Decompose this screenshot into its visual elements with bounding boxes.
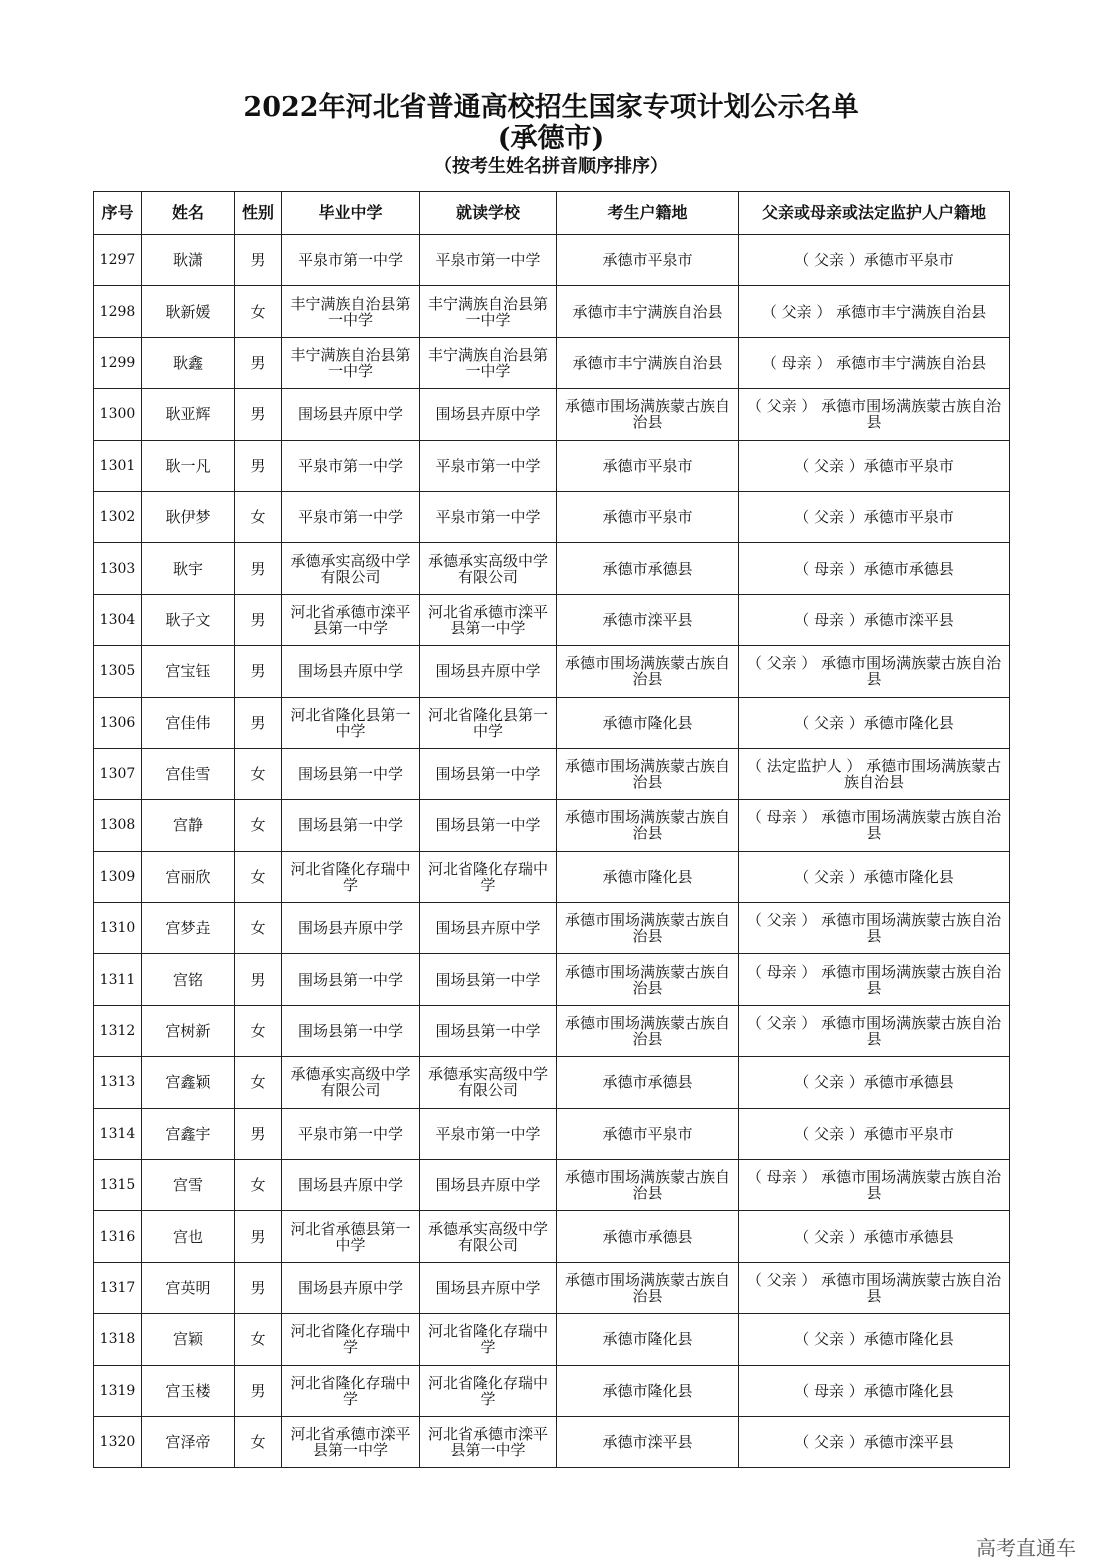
column-header-household: 考生户籍地 bbox=[557, 192, 739, 235]
name-cell: 宫颖 bbox=[142, 1314, 235, 1365]
guardian-household-cell: （ 父亲 ）承德市隆化县 bbox=[739, 851, 1010, 902]
gender-cell: 男 bbox=[235, 954, 282, 1005]
current-school-cell: 平泉市第一中学 bbox=[420, 440, 557, 491]
table-row bbox=[94, 1005, 1010, 1056]
column-header-guardian-household: 父亲或母亲或法定监护人户籍地 bbox=[739, 192, 1010, 235]
current-school-cell: 河北省隆化存瑞中学 bbox=[420, 1365, 557, 1416]
gender-cell: 男 bbox=[235, 1262, 282, 1313]
roster-table bbox=[93, 191, 1010, 1468]
seq-cell: 1306 bbox=[94, 697, 142, 748]
grad-school-cell: 围场县卉原中学 bbox=[282, 1160, 420, 1211]
seq-cell: 1307 bbox=[94, 748, 142, 799]
gender-cell: 女 bbox=[235, 1416, 282, 1467]
grad-school-cell: 河北省承德县第一中学 bbox=[282, 1211, 420, 1262]
table-row bbox=[94, 748, 1010, 799]
household-cell: 承德市围场满族蒙古族自治县 bbox=[557, 748, 739, 799]
seq-cell: 1301 bbox=[94, 440, 142, 491]
seq-cell: 1304 bbox=[94, 594, 142, 645]
grad-school-cell: 河北省隆化存瑞中学 bbox=[282, 1314, 420, 1365]
name-cell: 耿宇 bbox=[142, 543, 235, 594]
table-row bbox=[94, 337, 1010, 388]
household-cell: 承德市平泉市 bbox=[557, 491, 739, 542]
guardian-household-cell: （ 父亲 ）承德市隆化县 bbox=[739, 1314, 1010, 1365]
page-title: 2022年河北省普通高校招生国家专项计划公示名单 bbox=[243, 92, 859, 123]
guardian-household-cell: （ 父亲 ）承德市平泉市 bbox=[739, 491, 1010, 542]
grad-school-cell: 围场县第一中学 bbox=[282, 1005, 420, 1056]
name-cell: 宫英明 bbox=[142, 1262, 235, 1313]
seq-cell: 1312 bbox=[94, 1005, 142, 1056]
gender-cell: 女 bbox=[235, 851, 282, 902]
grad-school-cell: 丰宁满族自治县第一中学 bbox=[282, 286, 420, 337]
seq-cell: 1308 bbox=[94, 800, 142, 851]
table-row bbox=[94, 1365, 1010, 1416]
current-school-cell: 承德承实高级中学有限公司 bbox=[420, 1211, 557, 1262]
table-row bbox=[94, 697, 1010, 748]
household-cell: 承德市平泉市 bbox=[557, 1108, 739, 1159]
gender-cell: 女 bbox=[235, 286, 282, 337]
page-subtitle: (承德市) bbox=[497, 123, 605, 154]
current-school-cell: 围场县第一中学 bbox=[420, 1005, 557, 1056]
table-row bbox=[94, 1314, 1010, 1365]
column-header-seq: 序号 bbox=[94, 192, 142, 235]
name-cell: 宫静 bbox=[142, 800, 235, 851]
name-cell: 耿子文 bbox=[142, 594, 235, 645]
name-cell: 宫雪 bbox=[142, 1160, 235, 1211]
current-school-cell: 河北省隆化存瑞中学 bbox=[420, 1314, 557, 1365]
grad-school-cell: 河北省隆化县第一中学 bbox=[282, 697, 420, 748]
table-body bbox=[94, 235, 1010, 1468]
current-school-cell: 承德承实高级中学有限公司 bbox=[420, 1057, 557, 1108]
current-school-cell: 平泉市第一中学 bbox=[420, 235, 557, 286]
guardian-household-cell: （ 父亲 ）承德市滦平县 bbox=[739, 1416, 1010, 1467]
grad-school-cell: 平泉市第一中学 bbox=[282, 1108, 420, 1159]
guardian-household-cell: （ 母亲 ） 承德市围场满族蒙古族自治县 bbox=[739, 954, 1010, 1005]
table-header-row bbox=[94, 192, 1010, 235]
gender-cell: 男 bbox=[235, 389, 282, 440]
gender-cell: 女 bbox=[235, 903, 282, 954]
household-cell: 承德市承德县 bbox=[557, 1057, 739, 1108]
grad-school-cell: 丰宁满族自治县第一中学 bbox=[282, 337, 420, 388]
grad-school-cell: 承德承实高级中学有限公司 bbox=[282, 1057, 420, 1108]
name-cell: 耿一凡 bbox=[142, 440, 235, 491]
gender-cell: 男 bbox=[235, 1108, 282, 1159]
seq-cell: 1310 bbox=[94, 903, 142, 954]
guardian-household-cell: （ 父亲 ） 承德市围场满族蒙古族自治县 bbox=[739, 1005, 1010, 1056]
current-school-cell: 承德承实高级中学有限公司 bbox=[420, 543, 557, 594]
guardian-household-cell: （ 母亲 ）承德市滦平县 bbox=[739, 594, 1010, 645]
name-cell: 宫梦垚 bbox=[142, 903, 235, 954]
current-school-cell: 围场县第一中学 bbox=[420, 800, 557, 851]
name-cell: 宫鑫宇 bbox=[142, 1108, 235, 1159]
seq-cell: 1309 bbox=[94, 851, 142, 902]
guardian-household-cell: （ 父亲 ）承德市平泉市 bbox=[739, 440, 1010, 491]
gender-cell: 男 bbox=[235, 337, 282, 388]
guardian-household-cell: （ 父亲 ） 承德市围场满族蒙古族自治县 bbox=[739, 1262, 1010, 1313]
table-row bbox=[94, 1211, 1010, 1262]
name-cell: 宫铭 bbox=[142, 954, 235, 1005]
seq-cell: 1300 bbox=[94, 389, 142, 440]
household-cell: 承德市围场满族蒙古族自治县 bbox=[557, 903, 739, 954]
table-row bbox=[94, 1262, 1010, 1313]
grad-school-cell: 围场县第一中学 bbox=[282, 800, 420, 851]
name-cell: 宫佳雪 bbox=[142, 748, 235, 799]
guardian-household-cell: （ 父亲 ） 承德市围场满族蒙古族自治县 bbox=[739, 389, 1010, 440]
gender-cell: 男 bbox=[235, 440, 282, 491]
current-school-cell: 围场县卉原中学 bbox=[420, 389, 557, 440]
table-row bbox=[94, 1416, 1010, 1467]
household-cell: 承德市围场满族蒙古族自治县 bbox=[557, 389, 739, 440]
table-row bbox=[94, 389, 1010, 440]
current-school-cell: 丰宁满族自治县第一中学 bbox=[420, 337, 557, 388]
current-school-cell: 河北省隆化存瑞中学 bbox=[420, 851, 557, 902]
household-cell: 承德市滦平县 bbox=[557, 594, 739, 645]
current-school-cell: 围场县卉原中学 bbox=[420, 1262, 557, 1313]
column-header-grad-school: 毕业中学 bbox=[282, 192, 420, 235]
gender-cell: 男 bbox=[235, 235, 282, 286]
household-cell: 承德市丰宁满族自治县 bbox=[557, 337, 739, 388]
grad-school-cell: 围场县卉原中学 bbox=[282, 903, 420, 954]
name-cell: 宫泽帝 bbox=[142, 1416, 235, 1467]
current-school-cell: 河北省承德市滦平县第一中学 bbox=[420, 1416, 557, 1467]
household-cell: 承德市平泉市 bbox=[557, 235, 739, 286]
seq-cell: 1305 bbox=[94, 646, 142, 697]
grad-school-cell: 承德承实高级中学有限公司 bbox=[282, 543, 420, 594]
current-school-cell: 平泉市第一中学 bbox=[420, 1108, 557, 1159]
seq-cell: 1311 bbox=[94, 954, 142, 1005]
grad-school-cell: 围场县卉原中学 bbox=[282, 1262, 420, 1313]
grad-school-cell: 河北省隆化存瑞中学 bbox=[282, 851, 420, 902]
current-school-cell: 平泉市第一中学 bbox=[420, 491, 557, 542]
guardian-household-cell: （ 父亲 ）承德市平泉市 bbox=[739, 1108, 1010, 1159]
table-row bbox=[94, 646, 1010, 697]
name-cell: 宫树新 bbox=[142, 1005, 235, 1056]
current-school-cell: 围场县卉原中学 bbox=[420, 1160, 557, 1211]
gender-cell: 男 bbox=[235, 594, 282, 645]
guardian-household-cell: （ 父亲 ）承德市承德县 bbox=[739, 1211, 1010, 1262]
grad-school-cell: 围场县卉原中学 bbox=[282, 646, 420, 697]
name-cell: 耿伊梦 bbox=[142, 491, 235, 542]
table-row bbox=[94, 440, 1010, 491]
guardian-household-cell: （ 父亲 ） 承德市围场满族蒙古族自治县 bbox=[739, 903, 1010, 954]
seq-cell: 1302 bbox=[94, 491, 142, 542]
seq-cell: 1315 bbox=[94, 1160, 142, 1211]
gender-cell: 女 bbox=[235, 491, 282, 542]
seq-cell: 1297 bbox=[94, 235, 142, 286]
grad-school-cell: 围场县第一中学 bbox=[282, 954, 420, 1005]
household-cell: 承德市滦平县 bbox=[557, 1416, 739, 1467]
table-row bbox=[94, 235, 1010, 286]
name-cell: 宫佳伟 bbox=[142, 697, 235, 748]
seq-cell: 1320 bbox=[94, 1416, 142, 1467]
table-row bbox=[94, 1160, 1010, 1211]
table-row bbox=[94, 543, 1010, 594]
gender-cell: 男 bbox=[235, 697, 282, 748]
household-cell: 承德市围场满族蒙古族自治县 bbox=[557, 954, 739, 1005]
guardian-household-cell: （ 父亲 ）承德市隆化县 bbox=[739, 697, 1010, 748]
grad-school-cell: 围场县第一中学 bbox=[282, 748, 420, 799]
name-cell: 宫鑫颖 bbox=[142, 1057, 235, 1108]
guardian-household-cell: （ 母亲 ）承德市隆化县 bbox=[739, 1365, 1010, 1416]
guardian-household-cell: （ 父亲 ）承德市平泉市 bbox=[739, 235, 1010, 286]
table-row bbox=[94, 594, 1010, 645]
gender-cell: 女 bbox=[235, 1057, 282, 1108]
household-cell: 承德市承德县 bbox=[557, 1211, 739, 1262]
gender-cell: 女 bbox=[235, 800, 282, 851]
gender-cell: 女 bbox=[235, 748, 282, 799]
seq-cell: 1318 bbox=[94, 1314, 142, 1365]
household-cell: 承德市隆化县 bbox=[557, 697, 739, 748]
gender-cell: 男 bbox=[235, 1365, 282, 1416]
household-cell: 承德市隆化县 bbox=[557, 1314, 739, 1365]
current-school-cell: 围场县卉原中学 bbox=[420, 646, 557, 697]
household-cell: 承德市隆化县 bbox=[557, 851, 739, 902]
gender-cell: 男 bbox=[235, 646, 282, 697]
household-cell: 承德市围场满族蒙古族自治县 bbox=[557, 646, 739, 697]
guardian-household-cell: （ 母亲 ） 承德市围场满族蒙古族自治县 bbox=[739, 800, 1010, 851]
name-cell: 宫丽欣 bbox=[142, 851, 235, 902]
guardian-household-cell: （ 法定监护人 ） 承德市围场满族蒙古族自治县 bbox=[739, 748, 1010, 799]
guardian-household-cell: （ 母亲 ） 承德市围场满族蒙古族自治县 bbox=[739, 1160, 1010, 1211]
table-row bbox=[94, 851, 1010, 902]
gender-cell: 女 bbox=[235, 1005, 282, 1056]
column-header-gender: 性别 bbox=[235, 192, 282, 235]
name-cell: 耿潇 bbox=[142, 235, 235, 286]
seq-cell: 1317 bbox=[94, 1262, 142, 1313]
guardian-household-cell: （ 父亲 ）承德市承德县 bbox=[739, 1057, 1010, 1108]
name-cell: 宫也 bbox=[142, 1211, 235, 1262]
watermark: 高考直通车 bbox=[976, 1536, 1076, 1560]
current-school-cell: 丰宁满族自治县第一中学 bbox=[420, 286, 557, 337]
current-school-cell: 围场县第一中学 bbox=[420, 954, 557, 1005]
sort-note: （按考生姓名拼音顺序排序） bbox=[434, 156, 668, 177]
name-cell: 耿鑫 bbox=[142, 337, 235, 388]
name-cell: 宫玉楼 bbox=[142, 1365, 235, 1416]
column-header-current-school: 就读学校 bbox=[420, 192, 557, 235]
name-cell: 耿亚辉 bbox=[142, 389, 235, 440]
guardian-household-cell: （ 父亲 ） 承德市丰宁满族自治县 bbox=[739, 286, 1010, 337]
household-cell: 承德市丰宁满族自治县 bbox=[557, 286, 739, 337]
household-cell: 承德市围场满族蒙古族自治县 bbox=[557, 1262, 739, 1313]
guardian-household-cell: （ 母亲 ） 承德市丰宁满族自治县 bbox=[739, 337, 1010, 388]
seq-cell: 1319 bbox=[94, 1365, 142, 1416]
name-cell: 耿新媛 bbox=[142, 286, 235, 337]
grad-school-cell: 围场县卉原中学 bbox=[282, 389, 420, 440]
seq-cell: 1303 bbox=[94, 543, 142, 594]
current-school-cell: 河北省承德市滦平县第一中学 bbox=[420, 594, 557, 645]
household-cell: 承德市围场满族蒙古族自治县 bbox=[557, 800, 739, 851]
grad-school-cell: 平泉市第一中学 bbox=[282, 440, 420, 491]
seq-cell: 1313 bbox=[94, 1057, 142, 1108]
household-cell: 承德市平泉市 bbox=[557, 440, 739, 491]
seq-cell: 1316 bbox=[94, 1211, 142, 1262]
seq-cell: 1314 bbox=[94, 1108, 142, 1159]
household-cell: 承德市隆化县 bbox=[557, 1365, 739, 1416]
current-school-cell: 河北省隆化县第一中学 bbox=[420, 697, 557, 748]
grad-school-cell: 平泉市第一中学 bbox=[282, 491, 420, 542]
grad-school-cell: 河北省承德市滦平县第一中学 bbox=[282, 594, 420, 645]
seq-cell: 1299 bbox=[94, 337, 142, 388]
table-row bbox=[94, 491, 1010, 542]
household-cell: 承德市承德县 bbox=[557, 543, 739, 594]
gender-cell: 女 bbox=[235, 1160, 282, 1211]
grad-school-cell: 河北省隆化存瑞中学 bbox=[282, 1365, 420, 1416]
gender-cell: 男 bbox=[235, 1211, 282, 1262]
household-cell: 承德市围场满族蒙古族自治县 bbox=[557, 1005, 739, 1056]
table-row bbox=[94, 800, 1010, 851]
table-row bbox=[94, 903, 1010, 954]
table-row bbox=[94, 1057, 1010, 1108]
table-row bbox=[94, 1108, 1010, 1159]
household-cell: 承德市围场满族蒙古族自治县 bbox=[557, 1160, 739, 1211]
gender-cell: 男 bbox=[235, 543, 282, 594]
column-header-name: 姓名 bbox=[142, 192, 235, 235]
table-row bbox=[94, 286, 1010, 337]
table-row bbox=[94, 954, 1010, 1005]
grad-school-cell: 河北省承德市滦平县第一中学 bbox=[282, 1416, 420, 1467]
current-school-cell: 围场县第一中学 bbox=[420, 748, 557, 799]
name-cell: 宫宝钰 bbox=[142, 646, 235, 697]
guardian-household-cell: （ 父亲 ） 承德市围场满族蒙古族自治县 bbox=[739, 646, 1010, 697]
current-school-cell: 围场县卉原中学 bbox=[420, 903, 557, 954]
guardian-household-cell: （ 母亲 ）承德市承德县 bbox=[739, 543, 1010, 594]
seq-cell: 1298 bbox=[94, 286, 142, 337]
grad-school-cell: 平泉市第一中学 bbox=[282, 235, 420, 286]
gender-cell: 女 bbox=[235, 1314, 282, 1365]
